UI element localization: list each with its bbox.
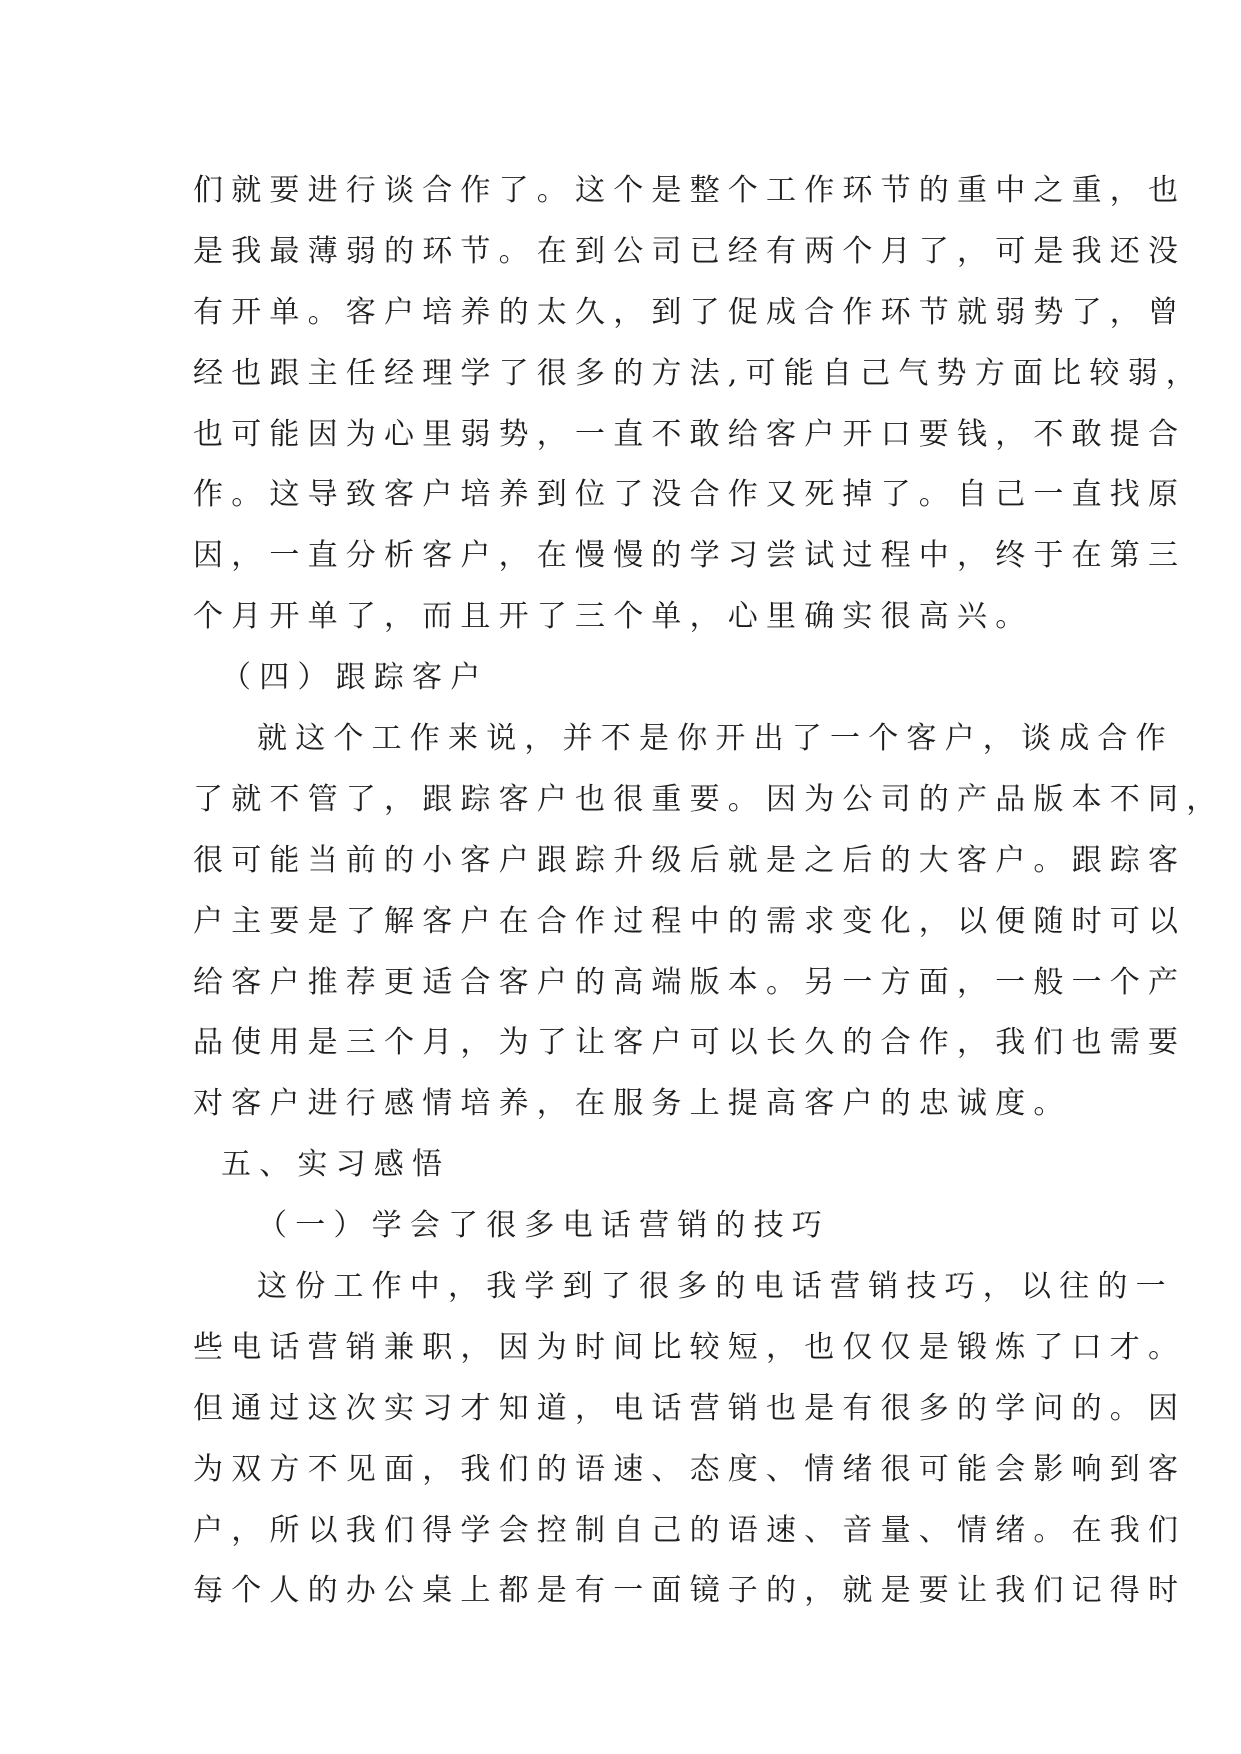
paragraph-line: 些电话营销兼职，因为时间比较短，也仅仅是锻炼了口才。: [193, 1329, 1187, 1365]
paragraph-line: 很可能当前的小客户跟踪升级后就是之后的大客户。跟踪客: [193, 842, 1187, 878]
paragraph-line: 们就要进行谈合作了。这个是整个工作环节的重中之重，也: [193, 173, 1187, 208]
paragraph-line: 个月开单了，而且开了三个单，心里确实很高兴。: [193, 599, 1034, 635]
section-heading: 五、实习感悟: [221, 1147, 451, 1183]
paragraph-line: 就这个工作来说，并不是你开出了一个客户，谈成合作: [257, 721, 1174, 757]
section-heading: （一）学会了很多电话营销的技巧: [257, 1208, 830, 1244]
section-heading: （四）跟踪客户: [221, 660, 489, 696]
document-body: [193, 161, 1225, 1622]
paragraph-line: 对客户进行感情培养，在服务上提高客户的忠诚度。: [193, 1086, 1072, 1122]
paragraph-line: 给客户推荐更适合客户的高端版本。另一方面，一般一个产: [193, 964, 1187, 1000]
paragraph-line: 户，所以我们得学会控制自己的语速、音量、情绪。在我们: [193, 1512, 1187, 1548]
paragraph-line: 品使用是三个月，为了让客户可以长久的合作，我们也需要: [193, 1025, 1187, 1061]
paragraph-line: 也可能因为心里弱势，一直不敢给客户开口要钱，不敢提合: [193, 416, 1187, 452]
paragraph-line: 每个人的办公桌上都是有一面镜子的，就是要让我们记得时: [193, 1573, 1187, 1609]
paragraph-line: 了就不管了，跟踪客户也很重要。因为公司的产品版本不同，: [193, 781, 1225, 817]
paragraph-line: 户主要是了解客户在合作过程中的需求变化，以便随时可以: [193, 903, 1187, 939]
paragraph-line: 这份工作中，我学到了很多的电话营销技巧，以往的一: [257, 1269, 1174, 1305]
paragraph-line: 经也跟主任经理学了很多的方法,可能自己气势方面比较弱，: [193, 355, 1204, 391]
paragraph-line: 有开单。客户培养的太久，到了促成合作环节就弱势了，曾: [193, 294, 1187, 330]
paragraph-line: 因，一直分析客户，在慢慢的学习尝试过程中，终于在第三: [193, 538, 1187, 574]
paragraph-line: 是我最薄弱的环节。在到公司已经有两个月了，可是我还没: [193, 233, 1187, 269]
paragraph-line: 但通过这次实习才知道，电话营销也是有很多的学问的。因: [193, 1390, 1187, 1426]
paragraph-line: 作。这导致客户培养到位了没合作又死掉了。自己一直找原: [193, 477, 1187, 513]
paragraph-line: 为双方不见面，我们的语速、态度、情绪很可能会影响到客: [193, 1451, 1187, 1487]
